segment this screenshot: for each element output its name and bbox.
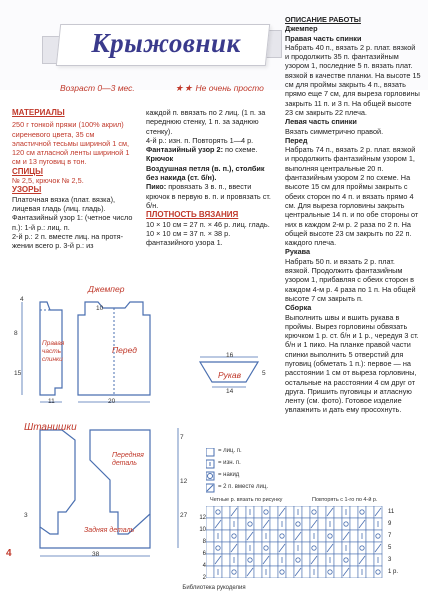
chart-cell [334,518,342,530]
front-heading: Перед [285,135,308,145]
chart-cell [254,506,262,518]
chart-cell [342,518,350,530]
chart-cell [286,542,294,554]
chart-row-number-left: 8 [202,539,206,545]
chart-cell [350,554,358,566]
chart-cell [254,554,262,566]
knit-chart [206,506,406,578]
chart-cell [270,566,278,578]
dim-27: 27 [180,512,188,519]
right-back-heading: Правая часть спинки [285,33,362,43]
mid-text-1: каждой п. ввязать по 2 лиц. (1 п. за переднюю стенку, 1 п. за заднюю стенку). [146,108,266,136]
legend-knit: = лиц. п. [218,448,242,454]
chart-cell [222,566,230,578]
chart-row-number: 11 [388,509,395,515]
chart-cell [278,566,286,578]
chart-cell [366,542,374,554]
chart-cell [334,530,342,542]
chart-cell [214,506,222,518]
jumper-heading: Джемпер [285,24,318,34]
page-number: 4 [6,548,12,559]
chart-cell [206,506,214,518]
chart-cell [334,542,342,554]
pants-label: Штанишки [24,422,77,433]
patterns-heading: УЗОРЫ [12,185,42,195]
sleeve-heading: Рукава [285,247,311,257]
chart-cell [238,506,246,518]
chart-cell [350,518,358,530]
chart-cell [302,530,310,542]
mid-text-2: 4-й р.: изн. п. Повторять 1—4 р. [146,135,254,145]
sleeve-label: Рукав [218,370,242,380]
chart-row-number: 3 [388,557,392,563]
pants-front-shape [90,430,150,534]
chart-cell [214,542,222,554]
front-text: Набрать 74 п., вязать 2 р. плат. вязкой и продолжить фантазийным узором 1, выполняя центральные 20 п. фантазийным узором 2 по схеме. На высоте 15 см для проймы закрыть с обеих сторон по 4 п. и вязать прямо 4 см. Для выреза горловины закрыть центральные 14 п. и по обе стороны от них в каждом 2-м р. 2 раза по 2 п. На общей высоте 23 см закрыть по 22 п. каждого плеча. [285,145,419,248]
chart-note-left: Четные р. вязать по рисунку [210,497,283,503]
chart-cell [350,506,358,518]
chart-cell [302,566,310,578]
needles-heading: СПИЦЫ [12,166,43,176]
chart-cell [286,518,294,530]
dim-14: 14 [226,388,234,395]
density-2: 10 × 10 см = 37 п. × 38 р. фантазийного узора 1. [146,228,231,248]
footer: Библиотека рукоделия [182,585,246,591]
dim-15: 15 [14,370,22,377]
chart-cell [254,566,262,578]
assembly-heading: Сборка [285,303,312,313]
chart-row-number: 9 [388,521,392,527]
chart-cell [302,542,310,554]
chart-cell [310,506,318,518]
difficulty-stars-icon: ★★ [175,83,194,93]
needles-text: № 2,5, крючок № 2,5. [12,176,84,186]
chart-cell [270,518,278,530]
chart-cell [270,530,278,542]
chart-cell [254,518,262,530]
dim-38: 38 [92,551,100,558]
chart-row-number: 5 [388,545,392,551]
dim-12: 12 [180,478,188,485]
chart-cell [238,542,246,554]
chart-cell [222,506,230,518]
chart-cell [318,554,326,566]
dim-3: 3 [24,512,28,519]
left-column [12,108,134,250]
chart-cell [374,566,382,578]
legend-k2tog: = 2 п. вместе лиц. [218,484,268,490]
dim-10: 10 [96,305,104,312]
chart-cell [318,530,326,542]
chart-cell [222,530,230,542]
chart-row-numbers-right [388,506,408,578]
chart-row-number-left: 10 [199,527,206,533]
pattern-1-text: Платочная вязка (плат. вязка), лицевая гладь (лиц. гладь). Фантазийный узор 1: (четное число п.): 1-й р.: лиц. п. [12,194,133,232]
chart-cell [326,566,334,578]
chart-cell [350,566,358,578]
chart-cell [254,542,262,554]
chart-row-number-left: 4 [202,563,206,569]
chart-cell [318,542,326,554]
density-1: 10 × 10 см = 27 п. × 46 р. лиц. гладь. [146,219,270,229]
chart-cell [222,518,230,530]
chart-cell [366,554,374,566]
chart-cell [318,518,326,530]
assembly-text: Выполнить швы и вшить рукава в проймы. Вырез горловины обвязать крючком 1 р. ст. б/н и 1 р., чередуя 3 ст. б/н и 1 пико. На планке правой части спинки выполнить 5 отверстий для пуговиц (обметать 1 п.): первое — на расстоянии 1 см от выреза горловины, остальные на расстоянии 4 см друг от друга. Пришить пуговицы и атласную ленту (см. фото). Готовое изделие увлажнить и дать ему просохнуть. [285,312,419,415]
chart-row-number-left: 12 [199,515,206,521]
chart-cell [286,506,294,518]
chart-cell [230,530,238,542]
chart-cell [246,518,254,530]
chart-cell [366,566,374,578]
chart-cell [238,530,246,542]
chart-cell [238,566,246,578]
jumper-diagram-label: Джемпер [88,284,125,294]
chart-row-number: 1 р. [388,569,399,575]
chart-cell [286,566,294,578]
chart-cell [278,530,286,542]
chart-cell [366,530,374,542]
chart-cell [206,530,214,542]
chart-cell [230,566,238,578]
chart-cell [262,506,270,518]
chart-cell [294,554,302,566]
age-label: Возраст 0—3 мес. [60,83,135,93]
hook-text: Воздушная петля (в. п.), столбик без накида (ст. б/н). [146,163,265,183]
chart-cell [342,554,350,566]
chart-cell [350,530,358,542]
right-back-label: Правая часть спинки [42,340,65,363]
dim-7: 7 [180,434,184,441]
dim-20: 20 [108,398,116,405]
description-heading: ОПИСАНИЕ РАБОТЫ [285,15,361,24]
pattern-2-text: 2-й р.: 2 п. вместе лиц. на протя-жении всего р. 3-й р.: из [12,231,123,251]
chart-cell [374,530,382,542]
chart-cell [246,554,254,566]
hook-heading: Крючок [146,154,174,164]
chart-cell [262,542,270,554]
chart-note-right: Повторять с 1-го по 4-й р. [312,497,378,503]
dim-8: 8 [14,330,18,337]
left-back-text: Вязать симметрично правой. [285,126,384,136]
chart-row-numbers-left [192,512,206,584]
chart-cell [334,554,342,566]
chart-cell [270,542,278,554]
dim-16: 16 [226,352,234,359]
pants-front-label: Передняя деталь [112,452,144,467]
chart-cell [206,566,214,578]
chart-cell [358,542,366,554]
left-back-heading: Левая часть спинки [285,117,357,127]
chart-row-number: 7 [388,533,392,539]
chart-cell [238,554,246,566]
right-column [285,15,421,415]
chart-cell [326,530,334,542]
chart-row-number-left: 6 [202,551,206,557]
legend-yarn-over: = накид [218,472,240,478]
pants-back-left-shape [40,430,75,534]
right-back-text: Набрать 40 п., вязать 2 р. плат. вязкой и продолжить 35 п. фантазийным узором 1, последние 5 п. вязать плат. вязкой в качестве планки. На высоте 15 см для проймы закрыть 4 п., вязать прямо еще 7 см, для выреза горловины закрыть 11 п. и 3 п. На общей высоте 23 см закрыть 22 плеча. [285,42,421,117]
pants-back-label: Задняя деталь [84,527,135,534]
chart-cell [238,518,246,530]
chart-cell [222,542,230,554]
materials-heading: МАТЕРИАЛЫ [12,108,65,117]
dim-4: 4 [20,296,24,303]
chart-cell [286,530,294,542]
middle-column: каждой п. ввязать по 2 лиц. (1 п. за переднюю стенку, 1 п. за заднюю стенку). 4-й р.: изн. п. Повторять 1—4 р. Фантазийный узор 2: по схеме. Крючок Воздушная петля (в. п.), столбик без накида (ст. б/н). Пико: провязать 3 в. п., ввести крючок в первую в. п. и провязать ст. б/н. ПЛОТНОСТЬ ВЯЗАНИЯ 10 × 10 см = 27 п. × 46 р. лиц. гладь. 10 × 10 см = 37 п. × 38 р. фантазийного узора 1. [146,108,271,248]
density-heading: ПЛОТНОСТЬ ВЯЗАНИЯ [146,210,239,220]
chart-row-number-left: 2 [202,575,206,581]
chart-cell [286,554,294,566]
difficulty-label: ★★ Не очень просто [175,83,264,93]
chart-cell [302,518,310,530]
chart-cell [302,554,310,566]
chart-cell [366,506,374,518]
dim-5: 5 [262,370,266,377]
chart-cell [334,506,342,518]
chart-cell [254,530,262,542]
chart-cell [358,506,366,518]
chart-cell [206,518,214,530]
chart-cell [270,506,278,518]
front-label: Перед [112,345,137,355]
materials-text: 250 г тонкой пряжи (100% акрил) сиреневого цвета, 35 см эластичной тесьмы шириной 1 см, 120 см атласной ленты шириной 1 см и 13 пуговиц в тон. [12,120,130,167]
chart-cell [206,554,214,566]
chart-cell [350,542,358,554]
chart-cell [334,566,342,578]
chart-cell [270,554,278,566]
chart-cell [294,518,302,530]
chart-cell [318,506,326,518]
chart-cell [366,518,374,530]
page-title: Крыжовник [91,28,241,58]
sleeve-text: Набрать 50 п. и вязать 2 р. плат. вязкой. Продолжить фантазийным узором 1, прибавляя с обеих сторон в каждом 4-м р. 4 раза по 1 п. На общей высоте 7 см закрыть п. [285,256,416,303]
chart-cell [222,554,230,566]
chart-cell [206,542,214,554]
chart-cell [318,566,326,578]
dim-11: 11 [48,398,55,405]
legend-purl: = изн. п. [218,460,241,466]
chart-cell [302,506,310,518]
chart-cell [310,542,318,554]
